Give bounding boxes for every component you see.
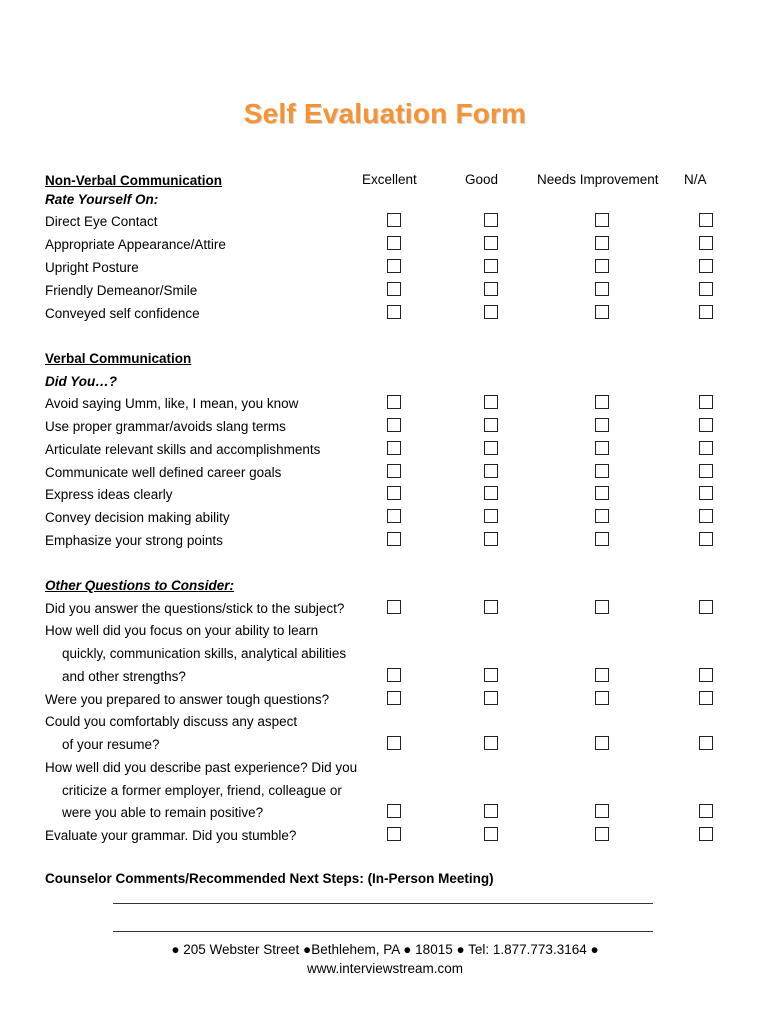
checkbox-na[interactable]: [699, 213, 713, 227]
footer-address: ● 205 Webster Street ●Bethlehem, PA ● 18015 ● Tel: 1.877.773.3164 ●: [171, 942, 599, 957]
checkbox-na[interactable]: [699, 600, 713, 614]
checkbox-excellent[interactable]: [387, 259, 401, 273]
checkbox-needs-improvement[interactable]: [595, 441, 609, 455]
checkbox-excellent[interactable]: [387, 236, 401, 250]
rating-item-label: Friendly Demeanor/Smile: [45, 283, 198, 298]
checkbox-needs-improvement[interactable]: [595, 600, 609, 614]
rating-row: [45, 281, 745, 301]
checkbox-good[interactable]: [484, 236, 498, 250]
rating-item-label: Emphasize your strong points: [45, 533, 223, 548]
comment-line[interactable]: [113, 903, 653, 904]
question-text: Were you prepared to answer tough questions?: [45, 692, 330, 707]
checkbox-good[interactable]: [484, 441, 498, 455]
checkbox-na[interactable]: [699, 509, 713, 523]
rating-item-label: Articulate relevant skills and accomplishments: [45, 442, 321, 457]
column-header-good: Good: [465, 172, 499, 187]
checkbox-excellent[interactable]: [387, 486, 401, 500]
rating-row: [45, 212, 745, 232]
rating-item-label: Convey decision making ability: [45, 510, 230, 525]
checkbox-good[interactable]: [484, 509, 498, 523]
checkbox-good[interactable]: [484, 600, 498, 614]
checkbox-excellent[interactable]: [387, 691, 401, 705]
checkbox-good[interactable]: [484, 736, 498, 750]
checkbox-good[interactable]: [484, 305, 498, 319]
checkbox-excellent[interactable]: [387, 282, 401, 296]
checkbox-na[interactable]: [699, 259, 713, 273]
question-row: [45, 735, 745, 755]
column-header-na: N/A: [684, 172, 707, 187]
rating-item-label: Express ideas clearly: [45, 487, 173, 502]
question-row: [45, 667, 745, 687]
rating-row: [45, 531, 745, 551]
rating-item-label: Appropriate Appearance/Attire: [45, 237, 226, 252]
checkbox-needs-improvement[interactable]: [595, 395, 609, 409]
checkbox-excellent[interactable]: [387, 600, 401, 614]
question-text: and other strengths?: [62, 669, 186, 684]
question-row: [45, 599, 745, 619]
checkbox-needs-improvement[interactable]: [595, 259, 609, 273]
column-header-excellent: Excellent: [362, 172, 417, 187]
question-text: Did you answer the questions/stick to the subject?: [45, 601, 345, 616]
rating-row: [45, 463, 745, 483]
rating-row: [45, 394, 745, 414]
question-text: Could you comfortably discuss any aspect: [45, 714, 298, 729]
checkbox-na[interactable]: [699, 827, 713, 841]
checkbox-excellent[interactable]: [387, 441, 401, 455]
section-heading-nonverbal: Non-Verbal Communication: [45, 173, 223, 188]
rating-item-label: Communicate well defined career goals: [45, 465, 282, 480]
checkbox-needs-improvement[interactable]: [595, 509, 609, 523]
checkbox-excellent[interactable]: [387, 668, 401, 682]
rating-item-label: Avoid saying Umm, like, I mean, you know: [45, 396, 299, 411]
rating-row: [45, 440, 745, 460]
column-header-needs-improvement: Needs Improvement: [537, 172, 659, 187]
checkbox-needs-improvement[interactable]: [595, 736, 609, 750]
checkbox-needs-improvement[interactable]: [595, 691, 609, 705]
question-text: quickly, communication skills, analytical abilities: [62, 646, 347, 661]
checkbox-good[interactable]: [484, 486, 498, 500]
rating-item-label: Direct Eye Contact: [45, 214, 158, 229]
checkbox-good[interactable]: [484, 213, 498, 227]
checkbox-excellent[interactable]: [387, 464, 401, 478]
checkbox-excellent[interactable]: [387, 395, 401, 409]
rating-row: [45, 304, 745, 324]
checkbox-good[interactable]: [484, 827, 498, 841]
question-row: [45, 690, 745, 710]
checkbox-excellent[interactable]: [387, 305, 401, 319]
checkbox-na[interactable]: [699, 804, 713, 818]
checkbox-needs-improvement[interactable]: [595, 486, 609, 500]
checkbox-needs-improvement[interactable]: [595, 418, 609, 432]
section-subheading-verbal: Did You…?: [45, 374, 117, 389]
rating-row: [45, 235, 745, 255]
checkbox-good[interactable]: [484, 668, 498, 682]
checkbox-good[interactable]: [484, 804, 498, 818]
question-text: criticize a former employer, friend, colleague or: [62, 783, 342, 798]
checkbox-excellent[interactable]: [387, 418, 401, 432]
question-text: were you able to remain positive?: [62, 805, 264, 820]
form-title: Self Evaluation Form: [243, 98, 527, 129]
footer-website: www.interviewstream.com: [306, 961, 464, 976]
comment-line[interactable]: [113, 931, 653, 932]
checkbox-good[interactable]: [484, 464, 498, 478]
checkbox-na[interactable]: [699, 441, 713, 455]
checkbox-needs-improvement[interactable]: [595, 532, 609, 546]
rating-item-label: Use proper grammar/avoids slang terms: [45, 419, 286, 434]
question-text: of your resume?: [62, 737, 160, 752]
checkbox-na[interactable]: [699, 668, 713, 682]
checkbox-na[interactable]: [699, 395, 713, 409]
checkbox-excellent[interactable]: [387, 532, 401, 546]
checkbox-na[interactable]: [699, 418, 713, 432]
checkbox-needs-improvement[interactable]: [595, 236, 609, 250]
checkbox-na[interactable]: [699, 282, 713, 296]
rating-row: [45, 258, 745, 278]
checkbox-needs-improvement[interactable]: [595, 668, 609, 682]
rating-row: [45, 485, 745, 505]
checkbox-needs-improvement[interactable]: [595, 804, 609, 818]
rating-row: [45, 508, 745, 528]
checkbox-needs-improvement[interactable]: [595, 464, 609, 478]
checkbox-good[interactable]: [484, 418, 498, 432]
checkbox-good[interactable]: [484, 532, 498, 546]
rating-item-label: Upright Posture: [45, 260, 139, 275]
checkbox-good[interactable]: [484, 395, 498, 409]
checkbox-good[interactable]: [484, 691, 498, 705]
question-text: How well did you focus on your ability to learn: [45, 623, 319, 638]
checkbox-excellent[interactable]: [387, 827, 401, 841]
checkbox-na[interactable]: [699, 305, 713, 319]
checkbox-na[interactable]: [699, 691, 713, 705]
checkbox-excellent[interactable]: [387, 804, 401, 818]
checkbox-na[interactable]: [699, 736, 713, 750]
checkbox-na[interactable]: [699, 464, 713, 478]
question-text: Evaluate your grammar. Did you stumble?: [45, 828, 297, 843]
checkbox-good[interactable]: [484, 259, 498, 273]
checkbox-needs-improvement[interactable]: [595, 213, 609, 227]
question-text: How well did you describe past experience? Did you: [45, 760, 358, 775]
question-row: [45, 803, 745, 823]
question-row: [45, 826, 745, 846]
checkbox-na[interactable]: [699, 532, 713, 546]
section-heading-other: Other Questions to Consider:: [45, 578, 235, 593]
checkbox-excellent[interactable]: [387, 213, 401, 227]
checkbox-excellent[interactable]: [387, 736, 401, 750]
section-subheading-nonverbal: Rate Yourself On:: [45, 192, 159, 207]
checkbox-na[interactable]: [699, 236, 713, 250]
checkbox-excellent[interactable]: [387, 509, 401, 523]
counselor-comments-label: Counselor Comments/Recommended Next Steps: (In-Person Meeting): [45, 871, 494, 886]
checkbox-needs-improvement[interactable]: [595, 282, 609, 296]
rating-item-label: Conveyed self confidence: [45, 306, 200, 321]
checkbox-good[interactable]: [484, 282, 498, 296]
section-heading-verbal: Verbal Communication: [45, 351, 192, 366]
checkbox-needs-improvement[interactable]: [595, 305, 609, 319]
checkbox-needs-improvement[interactable]: [595, 827, 609, 841]
checkbox-na[interactable]: [699, 486, 713, 500]
rating-row: [45, 417, 745, 437]
